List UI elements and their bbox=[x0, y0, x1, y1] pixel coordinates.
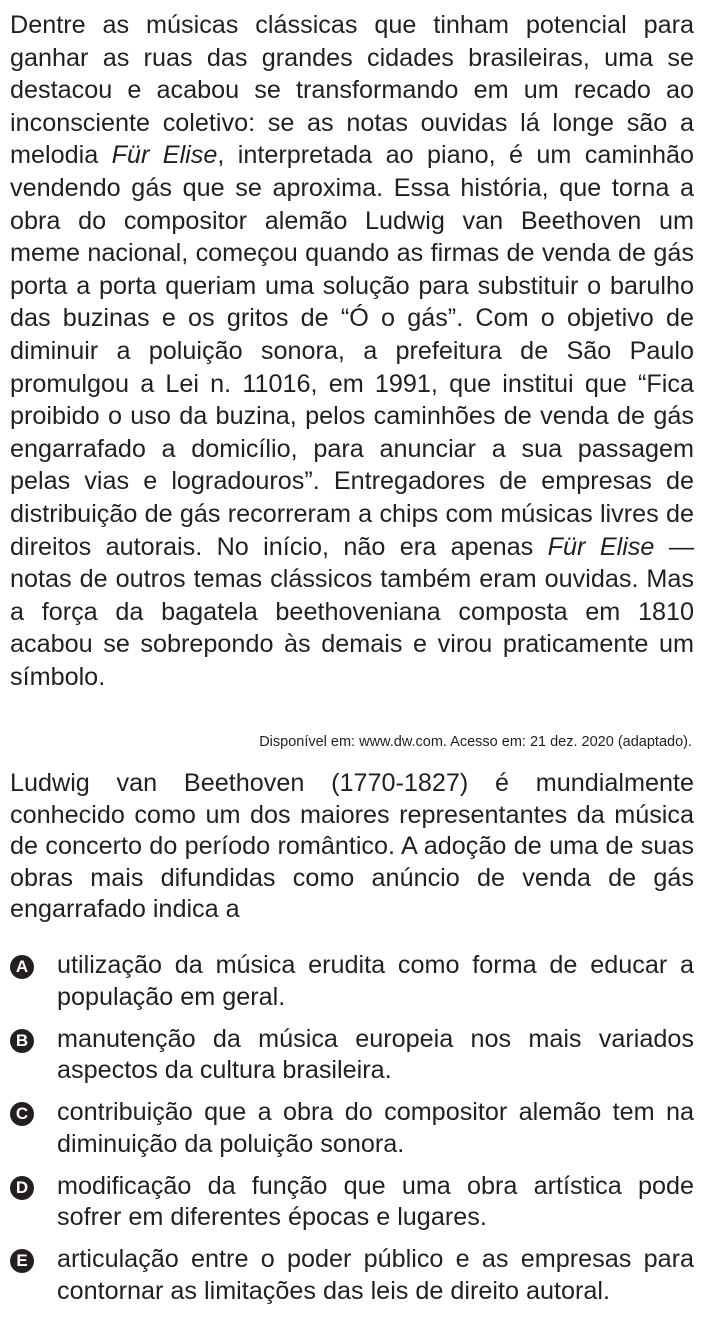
passage-line: composta em 1810 acabou se sobrepondo às demais e bbox=[10, 597, 695, 659]
option-text bbox=[57, 1024, 694, 1087]
passage-italic-title: Für Elise bbox=[111, 141, 218, 170]
passage-line: e os gritos de “Ó o gás”. Com o objetivo de diminuir a bbox=[10, 304, 694, 365]
option-line: diminuição da poluição sonora. bbox=[57, 1129, 405, 1158]
passage-line: uma se destacou e acabou se transformando em um bbox=[10, 43, 694, 105]
passage-line: quando as firmas de venda de gás porta a porta queriam bbox=[10, 239, 694, 300]
question-line: conhecido como um dos maiores representantes da bbox=[10, 800, 605, 829]
option-line: aspectos da cultura brasileira. bbox=[57, 1056, 392, 1085]
passage-line: livres de direitos autorais. No início, não era apenas bbox=[10, 499, 694, 561]
passage-line: para ganhar as ruas das grandes cidades brasileiras, bbox=[10, 11, 695, 72]
passage-line: uma solução para substituir o barulho das buzinas bbox=[10, 271, 694, 333]
passage-line: recado ao inconsciente coletivo: se as notas ouvidas bbox=[10, 76, 694, 137]
option-text bbox=[57, 1171, 694, 1234]
passage-line: Dentre as músicas clássicas que tinham potencial bbox=[10, 11, 627, 39]
passage-line: Essa história, que torna a obra do compositor alemão bbox=[10, 173, 694, 235]
option-line: utilização da música erudita como forma de educar a bbox=[57, 951, 694, 979]
passage-line: poluição sonora, a prefeitura de São Paulo promulgou bbox=[10, 336, 695, 398]
passage-line: , interpretada ao bbox=[217, 141, 414, 170]
option-line: contornar as limitações das leis de direito autoral. bbox=[57, 1276, 611, 1305]
question-stem bbox=[10, 768, 694, 926]
option-letter-badge: A bbox=[10, 955, 34, 979]
option-line: contribuição que a obra do compositor alemão tem na bbox=[57, 1098, 694, 1126]
option-c[interactable] bbox=[10, 1097, 694, 1159]
option-b[interactable] bbox=[10, 1024, 694, 1086]
question-line: de uma de suas obras mais difundidas como anúncio de bbox=[10, 832, 695, 892]
option-e[interactable] bbox=[10, 1244, 694, 1306]
question-line: venda de gás engarrafado indica a bbox=[10, 863, 695, 924]
answer-options bbox=[10, 950, 694, 1318]
passage-italic-title: Für Elise bbox=[547, 532, 655, 561]
option-d[interactable] bbox=[10, 1171, 694, 1233]
option-text bbox=[57, 1097, 694, 1160]
passage-line: virou praticamente um símbolo. bbox=[10, 630, 695, 691]
option-line: modificação da função que uma obra artística pode bbox=[57, 1171, 694, 1200]
question-line: Ludwig van Beethoven (1770-1827) é mundialmente bbox=[10, 769, 694, 797]
passage-line: eram ouvidas. Mas a força da bagatela beethoveniana bbox=[10, 565, 695, 626]
passage-line: o uso da buzina, pelos caminhões de venda de gás bbox=[107, 402, 695, 431]
source-citation: Disponível em: www.dw.com. Acesso em: 21 dez. 2020 (adaptado). bbox=[259, 734, 692, 750]
passage-line: Ludwig van Beethoven um meme nacional, começou bbox=[10, 206, 694, 268]
passage-line: — notas de outros temas clássicos também bbox=[10, 532, 695, 594]
option-letter-badge: E bbox=[10, 1249, 34, 1273]
option-letter-badge: D bbox=[10, 1176, 34, 1200]
option-line: manutenção da música europeia nos mais variados bbox=[57, 1024, 694, 1053]
option-line: sofrer em diferentes épocas e lugares. bbox=[57, 1203, 487, 1232]
passage-line: a Lei n. 11016, em 1991, que institui que “Fica proibido bbox=[10, 369, 694, 431]
passage-line: pelas vias e logradouros”. Entregadores de empresas bbox=[10, 467, 652, 496]
option-line: população em geral. bbox=[57, 982, 286, 1011]
option-text bbox=[57, 1244, 694, 1307]
option-a[interactable] bbox=[10, 950, 694, 1012]
passage-line: engarrafado a domicílio, para anunciar a sua passagem bbox=[10, 434, 694, 463]
passage-line: piano, é um caminhão vendendo gás que se aproxima. bbox=[10, 141, 694, 202]
passage-line: lá longe são a melodia bbox=[10, 108, 695, 170]
option-letter-badge: C bbox=[10, 1102, 34, 1126]
option-text bbox=[57, 950, 694, 1013]
passage-text bbox=[10, 9, 694, 693]
passage-line: de distribuição de gás recorreram a chips com músicas bbox=[10, 467, 694, 528]
option-letter-badge: B bbox=[10, 1029, 34, 1053]
option-line: articulação entre o poder público e as empresas para bbox=[57, 1245, 694, 1273]
question-line: música de concerto do período romântico. A adoção bbox=[10, 800, 694, 861]
